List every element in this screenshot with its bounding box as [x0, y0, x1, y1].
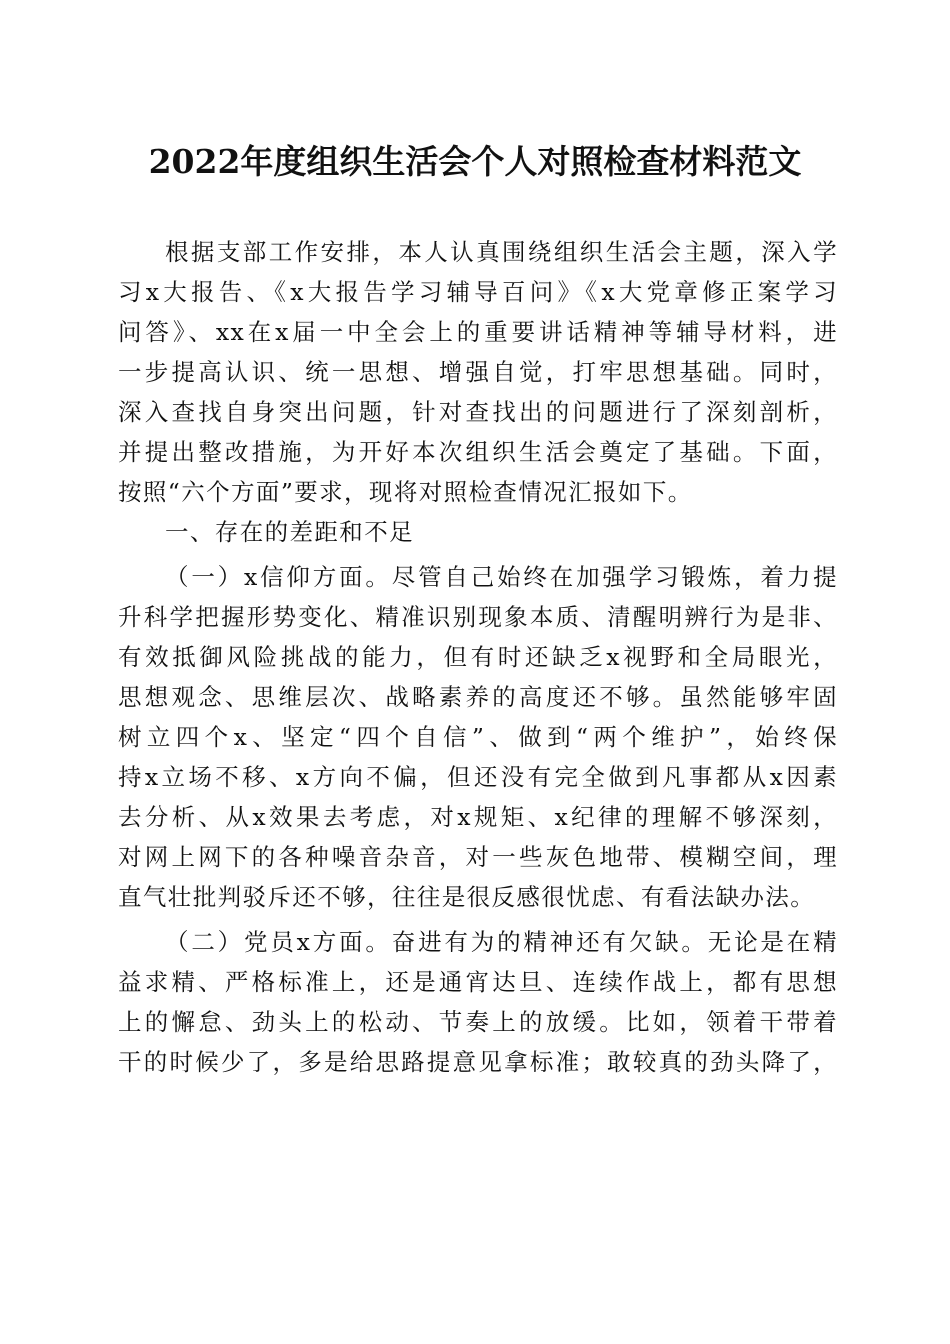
text-line: 按照“六个方面”要求，现将对照检查情况汇报如下。: [118, 478, 693, 506]
text-line: 并提出整改措施，为开好本次组织生活会奠定了基础。下面，: [118, 438, 838, 466]
text-line: （二）党员x方面。奋进有为的精神还有欠缺。无论是在精: [165, 928, 838, 956]
document-title: 2022年度组织生活会个人对照检查材料范文: [148, 142, 802, 181]
document-body: [118, 232, 838, 1082]
text-line: 对网上网下的各种噪音杂音，对一些灰色地带、模糊空间，理: [118, 843, 838, 871]
text-line: 有效抵御风险挑战的能力，但有时还缺乏x视野和全局眼光，: [118, 643, 838, 671]
text-line: 持x立场不移、x方向不偏，但还没有完全做到凡事都从x因素: [118, 763, 838, 791]
text-line: 益求精、严格标准上，还是通宵达旦、连续作战上，都有思想: [118, 968, 838, 996]
text-line: 一步提高认识、统一思想、增强自觉，打牢思想基础。同时，: [118, 358, 838, 386]
item-1-paragraph: [118, 557, 838, 917]
text-line: 升科学把握形势变化、精准识别现象本质、清醒明辨行为是非、: [118, 603, 838, 631]
text-line: 根据支部工作安排，本人认真围绕组织生活会主题，深入学: [165, 238, 838, 266]
text-line: 干的时候少了，多是给思路提意见拿标准；敢较真的劲头降了，: [118, 1048, 838, 1076]
text-line: 树立四个x、坚定“四个自信”、做到“两个维护”，始终保: [118, 723, 838, 751]
text-line: 去分析、从x效果去考虑，对x规矩、x纪律的理解不够深刻，: [118, 803, 838, 831]
section-heading: 一、存在的差距和不足: [165, 518, 414, 546]
text-line: 习x大报告、《x大报告学习辅导百问》《x大党章修正案学习: [118, 278, 838, 306]
text-line: 问答》、xx在x届一中全会上的重要讲话精神等辅导材料，进: [118, 318, 838, 346]
text-line: 直气壮批判驳斥还不够，往往是很反感很忧虑、有看法缺办法。: [118, 883, 816, 911]
item-2-paragraph: [118, 922, 838, 1082]
text-line: 思想观念、思维层次、战略素养的高度还不够。虽然能够牢固: [118, 683, 838, 711]
intro-paragraph: [118, 232, 838, 512]
text-line: （一）x信仰方面。尽管自己始终在加强学习锻炼，着力提: [165, 563, 838, 591]
text-line: 上的懈怠、劲头上的松动、节奏上的放缓。比如，领着干带着: [118, 1008, 838, 1036]
text-line: 深入查找自身突出问题，针对查找出的问题进行了深刻剖析，: [118, 398, 838, 426]
